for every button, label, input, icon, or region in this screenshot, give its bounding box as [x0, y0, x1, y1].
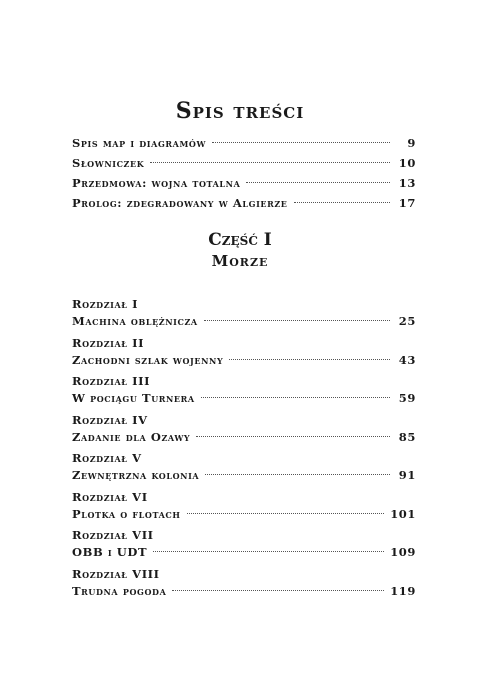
- chapter-page: 109: [390, 545, 416, 559]
- chapter-title: Zewnętrzna kolonia: [72, 468, 200, 482]
- dot-leader: [246, 182, 390, 183]
- chapter-page: 59: [398, 391, 416, 405]
- chapter-title: Machina oblężnicza: [72, 314, 198, 328]
- chapter-entry: [72, 335, 416, 374]
- chapter-title: W pociągu Turnera: [72, 391, 195, 405]
- dot-leader: [294, 202, 390, 203]
- chapter-page: 25: [398, 314, 416, 328]
- chapter-page: 101: [390, 506, 416, 521]
- entry-title: Słowniczek: [72, 156, 145, 170]
- entry-title: Przedmowa: wojna totalna: [72, 176, 241, 190]
- toc-title: Spis treści: [175, 98, 305, 124]
- dot-leader: [204, 320, 390, 321]
- chapter-entry: [72, 450, 416, 489]
- entry-page: 10: [398, 156, 416, 170]
- chapter-page: 119: [390, 583, 416, 598]
- part-name: Morze: [211, 252, 269, 270]
- dot-leader: [196, 436, 390, 437]
- chapter-page: 85: [398, 429, 416, 444]
- dot-leader: [205, 474, 390, 475]
- chapter-number: Rozdział IV: [72, 412, 148, 427]
- chapter-title: OBB i UDT: [72, 545, 148, 559]
- chapter-entry: [72, 373, 416, 412]
- chapter-number: Rozdział III: [72, 374, 151, 388]
- front-matter-list: [72, 133, 416, 213]
- toc-entry: [72, 193, 416, 213]
- chapter-entry: [72, 412, 416, 451]
- dot-leader: [187, 513, 385, 514]
- chapter-entry: [72, 566, 416, 605]
- chapter-entry: [72, 489, 416, 528]
- toc-entry: [72, 133, 416, 153]
- part-heading: [0, 229, 480, 271]
- dot-leader: [172, 590, 384, 591]
- entry-title: Spis map i diagramów: [72, 136, 207, 150]
- toc-entry: [72, 173, 416, 193]
- chapter-number: Rozdział I: [72, 297, 139, 311]
- chapter-page: 43: [398, 352, 416, 367]
- dot-leader: [212, 142, 390, 143]
- dot-leader: [150, 162, 390, 163]
- chapter-number: Rozdział VII: [72, 528, 154, 542]
- entry-page: 9: [407, 136, 416, 150]
- chapter-title: Zadanie dla Ozawy: [72, 429, 191, 444]
- chapter-number: Rozdział VI: [72, 489, 148, 504]
- dot-leader: [153, 551, 384, 552]
- dot-leader: [229, 359, 390, 360]
- chapter-entry: [72, 527, 416, 566]
- part-label: Część I: [208, 230, 272, 250]
- entry-page: 13: [398, 176, 416, 190]
- toc-entry: [72, 153, 416, 173]
- dot-leader: [201, 397, 390, 398]
- chapter-page: 91: [398, 468, 416, 482]
- chapter-entry: [72, 296, 416, 335]
- entry-title: Prolog: zdegradowany w Algierze: [72, 196, 288, 210]
- chapter-title: Plotka o flotach: [72, 506, 181, 521]
- chapter-number: Rozdział VIII: [72, 566, 160, 581]
- chapter-title: Zachodni szlak wojenny: [72, 352, 224, 367]
- chapter-number: Rozdział II: [72, 335, 145, 350]
- entry-page: 17: [398, 196, 416, 210]
- chapter-list: [72, 296, 416, 604]
- chapter-number: Rozdział V: [72, 451, 142, 465]
- chapter-title: Trudna pogoda: [72, 583, 167, 598]
